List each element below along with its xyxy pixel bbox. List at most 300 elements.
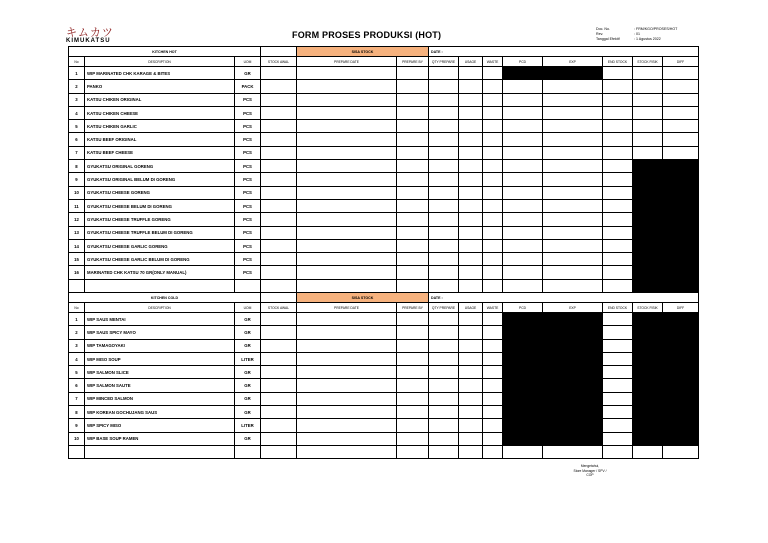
input-cell[interactable] [543, 133, 603, 146]
input-cell[interactable] [663, 146, 699, 159]
table-row [69, 120, 699, 133]
input-cell[interactable] [459, 186, 483, 199]
row-number: 6 [69, 379, 85, 392]
input-cell[interactable] [397, 80, 429, 93]
input-cell[interactable] [503, 199, 543, 212]
input-cell[interactable] [397, 67, 429, 80]
input-cell[interactable] [483, 366, 503, 379]
input-cell[interactable] [483, 266, 503, 279]
input-cell[interactable] [459, 445, 483, 458]
blocked-cell [633, 199, 663, 212]
input-cell[interactable] [261, 226, 297, 239]
input-cell[interactable] [459, 432, 483, 445]
input-cell[interactable] [459, 199, 483, 212]
input-cell[interactable] [297, 392, 397, 405]
input-cell[interactable] [483, 253, 503, 266]
row-number: 10 [69, 432, 85, 445]
input-cell[interactable] [459, 326, 483, 339]
input-cell[interactable] [261, 366, 297, 379]
input-cell[interactable] [483, 313, 503, 326]
input-cell[interactable] [261, 186, 297, 199]
input-cell[interactable] [397, 379, 429, 392]
input-cell[interactable] [397, 419, 429, 432]
input-cell[interactable] [503, 80, 543, 93]
input-cell[interactable] [459, 339, 483, 352]
input-cell[interactable] [543, 120, 603, 133]
input-cell[interactable] [297, 199, 397, 212]
input-cell[interactable] [603, 67, 633, 80]
input-cell[interactable] [503, 160, 543, 173]
input-cell[interactable] [429, 213, 459, 226]
input-cell[interactable] [503, 266, 543, 279]
input-cell[interactable] [483, 67, 503, 80]
input-cell[interactable] [397, 445, 429, 458]
blocked-cell [633, 366, 663, 379]
input-cell[interactable] [429, 146, 459, 159]
input-cell[interactable] [459, 379, 483, 392]
blocked-cell [663, 199, 699, 212]
input-cell[interactable] [297, 379, 397, 392]
input-cell[interactable] [603, 146, 633, 159]
input-cell[interactable] [633, 106, 663, 119]
input-cell[interactable] [429, 339, 459, 352]
input-cell[interactable] [261, 352, 297, 365]
input-cell[interactable] [483, 239, 503, 252]
blocked-cell [633, 392, 663, 405]
input-cell[interactable] [429, 432, 459, 445]
input-cell[interactable] [397, 326, 429, 339]
input-cell[interactable] [261, 67, 297, 80]
input-cell[interactable] [603, 80, 633, 93]
input-cell[interactable] [297, 406, 397, 419]
input-cell[interactable] [603, 199, 633, 212]
input-cell[interactable] [261, 199, 297, 212]
input-cell[interactable] [633, 67, 663, 80]
input-cell[interactable] [459, 406, 483, 419]
input-cell [235, 279, 261, 292]
input-cell[interactable] [261, 279, 297, 292]
row-description: WIP MISO SOUP [85, 352, 235, 365]
blocked-cell [543, 366, 603, 379]
input-cell[interactable] [603, 313, 633, 326]
input-cell[interactable] [459, 93, 483, 106]
input-cell[interactable] [397, 226, 429, 239]
input-cell[interactable] [397, 339, 429, 352]
input-cell[interactable] [543, 445, 603, 458]
row-number: 12 [69, 213, 85, 226]
input-cell[interactable] [397, 313, 429, 326]
input-cell[interactable] [459, 352, 483, 365]
input-cell[interactable] [297, 67, 397, 80]
row-number: 8 [69, 160, 85, 173]
input-cell[interactable] [429, 419, 459, 432]
input-cell[interactable] [261, 133, 297, 146]
input-cell[interactable] [429, 133, 459, 146]
input-cell[interactable] [483, 186, 503, 199]
input-cell[interactable] [603, 239, 633, 252]
input-cell[interactable] [429, 253, 459, 266]
input-cell[interactable] [397, 266, 429, 279]
input-cell[interactable] [459, 67, 483, 80]
column-header: PREPARE BY [397, 303, 429, 313]
input-cell[interactable] [543, 253, 603, 266]
input-cell[interactable] [483, 352, 503, 365]
row-uom: PCS [235, 146, 261, 159]
input-cell[interactable] [483, 106, 503, 119]
input-cell[interactable] [459, 80, 483, 93]
input-cell[interactable] [603, 173, 633, 186]
input-cell[interactable] [297, 120, 397, 133]
column-header: DIFF [663, 57, 699, 67]
input-cell[interactable] [603, 352, 633, 365]
input-cell[interactable] [603, 120, 633, 133]
column-header: UOM [235, 57, 261, 67]
input-cell[interactable] [397, 279, 429, 292]
input-cell[interactable] [261, 379, 297, 392]
input-cell[interactable] [459, 419, 483, 432]
input-cell[interactable] [261, 445, 297, 458]
blocked-cell [543, 432, 603, 445]
input-cell[interactable] [397, 146, 429, 159]
input-cell[interactable] [483, 419, 503, 432]
input-cell[interactable] [603, 392, 633, 405]
input-cell[interactable] [397, 352, 429, 365]
input-cell[interactable] [297, 173, 397, 186]
input-cell[interactable] [663, 106, 699, 119]
blank-row [69, 279, 699, 292]
input-cell[interactable] [429, 186, 459, 199]
input-cell[interactable] [633, 80, 663, 93]
input-cell[interactable] [261, 213, 297, 226]
input-cell[interactable] [297, 80, 397, 93]
input-cell[interactable] [459, 106, 483, 119]
input-cell[interactable] [429, 279, 459, 292]
input-cell[interactable] [429, 326, 459, 339]
row-description: WIP SALMON SAUTE [85, 379, 235, 392]
input-cell[interactable] [297, 339, 397, 352]
input-cell[interactable] [603, 106, 633, 119]
input-cell[interactable] [543, 93, 603, 106]
input-cell[interactable] [429, 120, 459, 133]
column-header: PCD [503, 57, 543, 67]
column-header: PREPARE BY [397, 57, 429, 67]
input-cell[interactable] [261, 253, 297, 266]
input-cell[interactable] [429, 160, 459, 173]
input-cell[interactable] [603, 186, 633, 199]
input-cell[interactable] [297, 213, 397, 226]
input-cell[interactable] [483, 146, 503, 159]
column-header-row [69, 57, 699, 67]
input-cell[interactable] [603, 279, 633, 292]
input-cell[interactable] [603, 445, 633, 458]
input-cell[interactable] [397, 106, 429, 119]
row-number: 9 [69, 419, 85, 432]
input-cell[interactable] [429, 226, 459, 239]
section-header-row [69, 47, 699, 57]
input-cell[interactable] [503, 133, 543, 146]
input-cell[interactable] [483, 199, 503, 212]
input-cell[interactable] [397, 239, 429, 252]
blocked-cell [503, 432, 543, 445]
input-cell[interactable] [297, 93, 397, 106]
column-header: USAGE [459, 303, 483, 313]
row-number: 6 [69, 133, 85, 146]
input-cell[interactable] [603, 160, 633, 173]
input-cell[interactable] [483, 432, 503, 445]
input-cell[interactable] [261, 406, 297, 419]
input-cell[interactable] [543, 279, 603, 292]
input-cell[interactable] [483, 173, 503, 186]
input-cell[interactable] [261, 419, 297, 432]
input-cell[interactable] [261, 80, 297, 93]
input-cell[interactable] [429, 406, 459, 419]
input-cell[interactable] [503, 120, 543, 133]
row-description: WIP BASE SOUP RAMEN [85, 432, 235, 445]
input-cell[interactable] [503, 106, 543, 119]
table-row [69, 379, 699, 392]
input-cell[interactable] [503, 186, 543, 199]
input-cell[interactable] [503, 93, 543, 106]
input-cell[interactable] [543, 226, 603, 239]
input-cell[interactable] [503, 239, 543, 252]
input-cell[interactable] [459, 120, 483, 133]
input-cell[interactable] [663, 93, 699, 106]
input-cell[interactable] [503, 445, 543, 458]
input-cell[interactable] [297, 279, 397, 292]
input-cell[interactable] [297, 432, 397, 445]
input-cell[interactable] [483, 213, 503, 226]
input-cell[interactable] [297, 366, 397, 379]
input-cell[interactable] [429, 379, 459, 392]
input-cell[interactable] [459, 366, 483, 379]
input-cell[interactable] [633, 445, 663, 458]
input-cell[interactable] [261, 146, 297, 159]
input-cell[interactable] [483, 80, 503, 93]
input-cell[interactable] [297, 146, 397, 159]
input-cell [85, 279, 235, 292]
input-cell[interactable] [543, 106, 603, 119]
input-cell[interactable] [429, 173, 459, 186]
input-cell[interactable] [459, 279, 483, 292]
input-cell[interactable] [459, 213, 483, 226]
input-cell[interactable] [459, 133, 483, 146]
input-cell[interactable] [503, 173, 543, 186]
input-cell[interactable] [543, 186, 603, 199]
input-cell[interactable] [543, 239, 603, 252]
blocked-cell [633, 313, 663, 326]
input-cell[interactable] [261, 339, 297, 352]
input-cell[interactable] [429, 80, 459, 93]
blocked-cell [543, 313, 603, 326]
input-cell[interactable] [429, 93, 459, 106]
input-cell[interactable] [603, 266, 633, 279]
input-cell[interactable] [297, 266, 397, 279]
input-cell[interactable] [261, 173, 297, 186]
section-spacer [261, 47, 297, 57]
input-cell[interactable] [261, 326, 297, 339]
row-uom: PACK [235, 80, 261, 93]
input-cell[interactable] [429, 392, 459, 405]
input-cell[interactable] [543, 160, 603, 173]
footer-line: Store Manager / SPV / COP [573, 468, 607, 477]
input-cell[interactable] [459, 226, 483, 239]
input-cell[interactable] [603, 432, 633, 445]
input-cell[interactable] [397, 406, 429, 419]
input-cell[interactable] [603, 133, 633, 146]
input-cell[interactable] [603, 366, 633, 379]
input-cell[interactable] [261, 160, 297, 173]
input-cell[interactable] [429, 445, 459, 458]
row-description: GYUKATSU CHEESE TRUFFLE GORENG [85, 213, 235, 226]
input-cell[interactable] [297, 352, 397, 365]
input-cell[interactable] [543, 146, 603, 159]
input-cell[interactable] [397, 93, 429, 106]
row-uom: PCS [235, 239, 261, 252]
input-cell[interactable] [397, 173, 429, 186]
input-cell[interactable] [297, 226, 397, 239]
input-cell[interactable] [297, 326, 397, 339]
input-cell[interactable] [543, 199, 603, 212]
input-cell[interactable] [297, 106, 397, 119]
input-cell[interactable] [397, 120, 429, 133]
input-cell[interactable] [297, 445, 397, 458]
input-cell[interactable] [483, 406, 503, 419]
input-cell[interactable] [459, 313, 483, 326]
row-number: 3 [69, 93, 85, 106]
input-cell[interactable] [261, 432, 297, 445]
input-cell[interactable] [397, 186, 429, 199]
input-cell[interactable] [483, 445, 503, 458]
input-cell[interactable] [633, 120, 663, 133]
input-cell[interactable] [663, 67, 699, 80]
column-header: No [69, 57, 85, 67]
input-cell[interactable] [483, 326, 503, 339]
input-cell[interactable] [397, 160, 429, 173]
input-cell[interactable] [397, 432, 429, 445]
input-cell[interactable] [503, 146, 543, 159]
row-number: 7 [69, 146, 85, 159]
input-cell[interactable] [603, 419, 633, 432]
blocked-cell [663, 279, 699, 292]
input-cell[interactable] [429, 366, 459, 379]
input-cell[interactable] [633, 133, 663, 146]
input-cell[interactable] [429, 106, 459, 119]
input-cell[interactable] [261, 120, 297, 133]
table-row [69, 213, 699, 226]
input-cell[interactable] [603, 326, 633, 339]
input-cell[interactable] [483, 379, 503, 392]
input-cell[interactable] [429, 67, 459, 80]
input-cell[interactable] [429, 266, 459, 279]
input-cell[interactable] [483, 226, 503, 239]
table-row [69, 80, 699, 93]
input-cell[interactable] [483, 120, 503, 133]
input-cell[interactable] [261, 266, 297, 279]
input-cell[interactable] [663, 80, 699, 93]
input-cell[interactable] [483, 133, 503, 146]
date-label: DATE : [429, 293, 699, 303]
input-cell[interactable] [483, 160, 503, 173]
input-cell[interactable] [261, 93, 297, 106]
input-cell[interactable] [297, 313, 397, 326]
input-cell[interactable] [603, 93, 633, 106]
input-cell[interactable] [429, 352, 459, 365]
row-description: WIP MINCED SALMON [85, 392, 235, 405]
input-cell[interactable] [429, 199, 459, 212]
input-cell[interactable] [397, 199, 429, 212]
input-cell[interactable] [261, 392, 297, 405]
input-cell[interactable] [633, 93, 663, 106]
input-cell[interactable] [603, 379, 633, 392]
input-cell[interactable] [633, 146, 663, 159]
input-cell[interactable] [297, 253, 397, 266]
input-cell[interactable] [459, 392, 483, 405]
input-cell[interactable] [397, 366, 429, 379]
input-cell[interactable] [503, 253, 543, 266]
input-cell[interactable] [429, 313, 459, 326]
input-cell[interactable] [261, 106, 297, 119]
row-description: WIP SPICY MISO [85, 419, 235, 432]
input-cell[interactable] [261, 313, 297, 326]
input-cell[interactable] [603, 213, 633, 226]
input-cell[interactable] [459, 146, 483, 159]
input-cell[interactable] [397, 392, 429, 405]
input-cell[interactable] [459, 160, 483, 173]
input-cell[interactable] [429, 239, 459, 252]
input-cell[interactable] [459, 266, 483, 279]
input-cell[interactable] [459, 239, 483, 252]
input-cell[interactable] [503, 213, 543, 226]
blocked-cell [633, 173, 663, 186]
input-cell[interactable] [503, 279, 543, 292]
input-cell[interactable] [663, 445, 699, 458]
input-cell[interactable] [483, 392, 503, 405]
input-cell[interactable] [483, 93, 503, 106]
input-cell[interactable] [603, 406, 633, 419]
blocked-cell [503, 339, 543, 352]
input-cell[interactable] [397, 253, 429, 266]
input-cell[interactable] [297, 186, 397, 199]
input-cell[interactable] [603, 339, 633, 352]
section-spacer [261, 293, 297, 303]
input-cell[interactable] [297, 160, 397, 173]
input-cell[interactable] [603, 226, 633, 239]
input-cell[interactable] [663, 120, 699, 133]
input-cell[interactable] [603, 253, 633, 266]
input-cell[interactable] [543, 213, 603, 226]
input-cell[interactable] [503, 226, 543, 239]
input-cell[interactable] [483, 339, 503, 352]
row-uom: PCS [235, 93, 261, 106]
row-number: 14 [69, 239, 85, 252]
input-cell[interactable] [459, 253, 483, 266]
input-cell[interactable] [297, 239, 397, 252]
input-cell[interactable] [543, 80, 603, 93]
input-cell[interactable] [543, 266, 603, 279]
blocked-cell [663, 226, 699, 239]
input-cell[interactable] [663, 133, 699, 146]
input-cell[interactable] [297, 133, 397, 146]
input-cell[interactable] [397, 133, 429, 146]
input-cell[interactable] [483, 279, 503, 292]
row-description: KATSU BEEF ORIGINAL [85, 133, 235, 146]
input-cell[interactable] [459, 173, 483, 186]
input-cell[interactable] [543, 173, 603, 186]
blocked-cell [543, 406, 603, 419]
input-cell[interactable] [261, 239, 297, 252]
input-cell[interactable] [297, 419, 397, 432]
input-cell[interactable] [397, 213, 429, 226]
